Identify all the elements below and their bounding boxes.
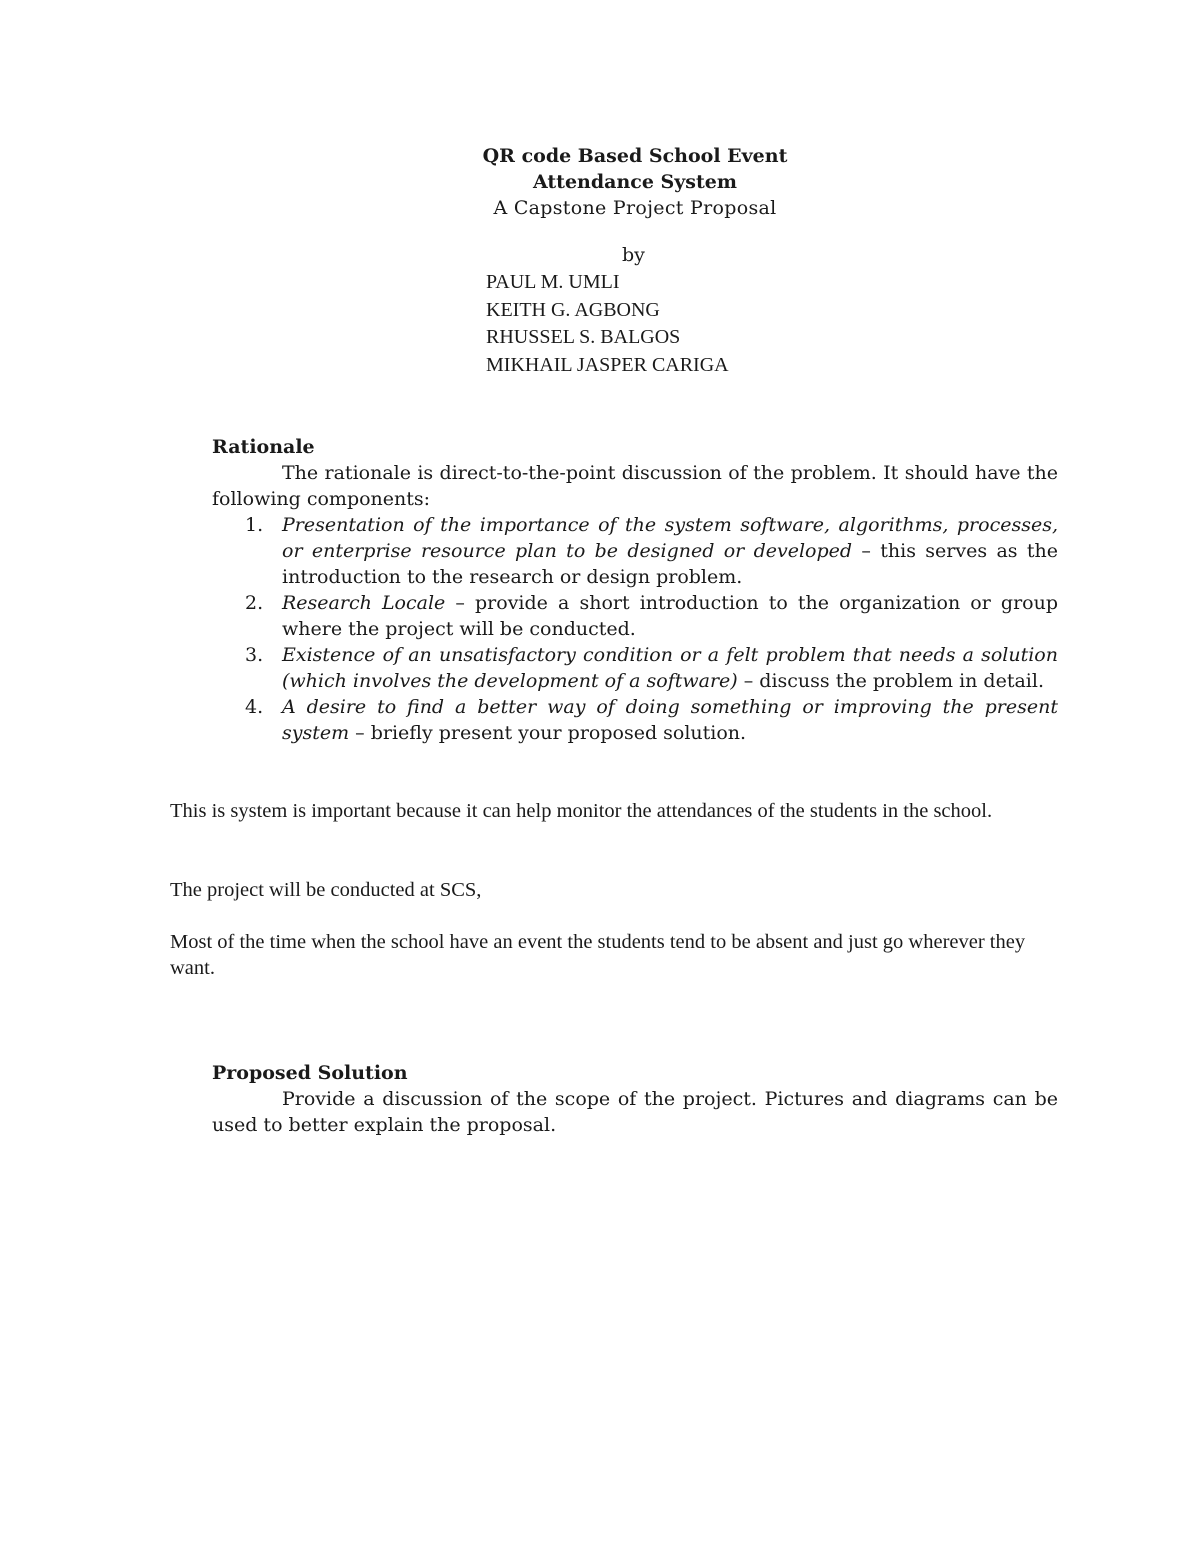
proposed-solution-section <box>212 1060 1058 1138</box>
author-name: RHUSSEL S. BALGOS <box>486 326 681 348</box>
rationale-intro: The rationale is direct-to-the-point discussion of the problem. It should have the following components: <box>212 462 1058 510</box>
proposed-solution-text: Provide a discussion of the scope of the project. Pictures and diagrams can be used to better explain the proposal. <box>212 1088 1058 1136</box>
document-title-line-1: QR code Based School Event <box>482 145 788 167</box>
list-item <box>282 512 1058 590</box>
author-name: MIKHAIL JASPER CARIGA <box>486 353 729 376</box>
component-emphasis: Presentation of the importance of the system software, algorithms, processes, or enterprise resource plan to be designed or developed <box>282 514 1058 562</box>
body-paragraph-problem: Most of the time when the school have an event the students tend to be absent and just go wherever they want. <box>170 931 1026 979</box>
body-paragraph-locale: The project will be conducted at SCS, <box>170 879 482 901</box>
rationale-section <box>212 434 1058 746</box>
body-paragraph-importance: This is system is important because it can help monitor the attendances of the students in the school. <box>170 800 993 822</box>
document-title-line-2: Attendance System <box>533 171 737 193</box>
proposed-solution-heading: Proposed Solution <box>212 1062 408 1084</box>
rationale-components-list <box>212 512 1058 746</box>
component-text: – this serves as the introduction to the research or design problem. <box>282 540 1058 588</box>
author-list <box>486 269 729 379</box>
list-item <box>282 642 1058 694</box>
title-block <box>0 143 1200 221</box>
component-text: – briefly present your proposed solution. <box>349 722 747 744</box>
component-text: – discuss the problem in detail. <box>737 670 1044 692</box>
document-subtitle: A Capstone Project Proposal <box>493 197 777 219</box>
component-emphasis: A desire to find a better way of doing something or improving the present system <box>282 696 1058 744</box>
list-item <box>282 590 1058 642</box>
rationale-heading: Rationale <box>212 436 315 458</box>
author-name: KEITH G. AGBONG <box>486 298 660 321</box>
by-label: by <box>622 244 645 266</box>
component-text: – provide a short introduction to the organization or group where the project will be conducted. <box>282 592 1059 640</box>
component-emphasis: Research Locale <box>282 592 446 614</box>
component-emphasis: Existence of an unsatisfactory condition or a felt problem that needs a solution (which involves the development of a software) <box>282 644 1058 692</box>
list-item <box>282 694 1058 746</box>
author-name: PAUL M. UMLI <box>486 271 620 293</box>
